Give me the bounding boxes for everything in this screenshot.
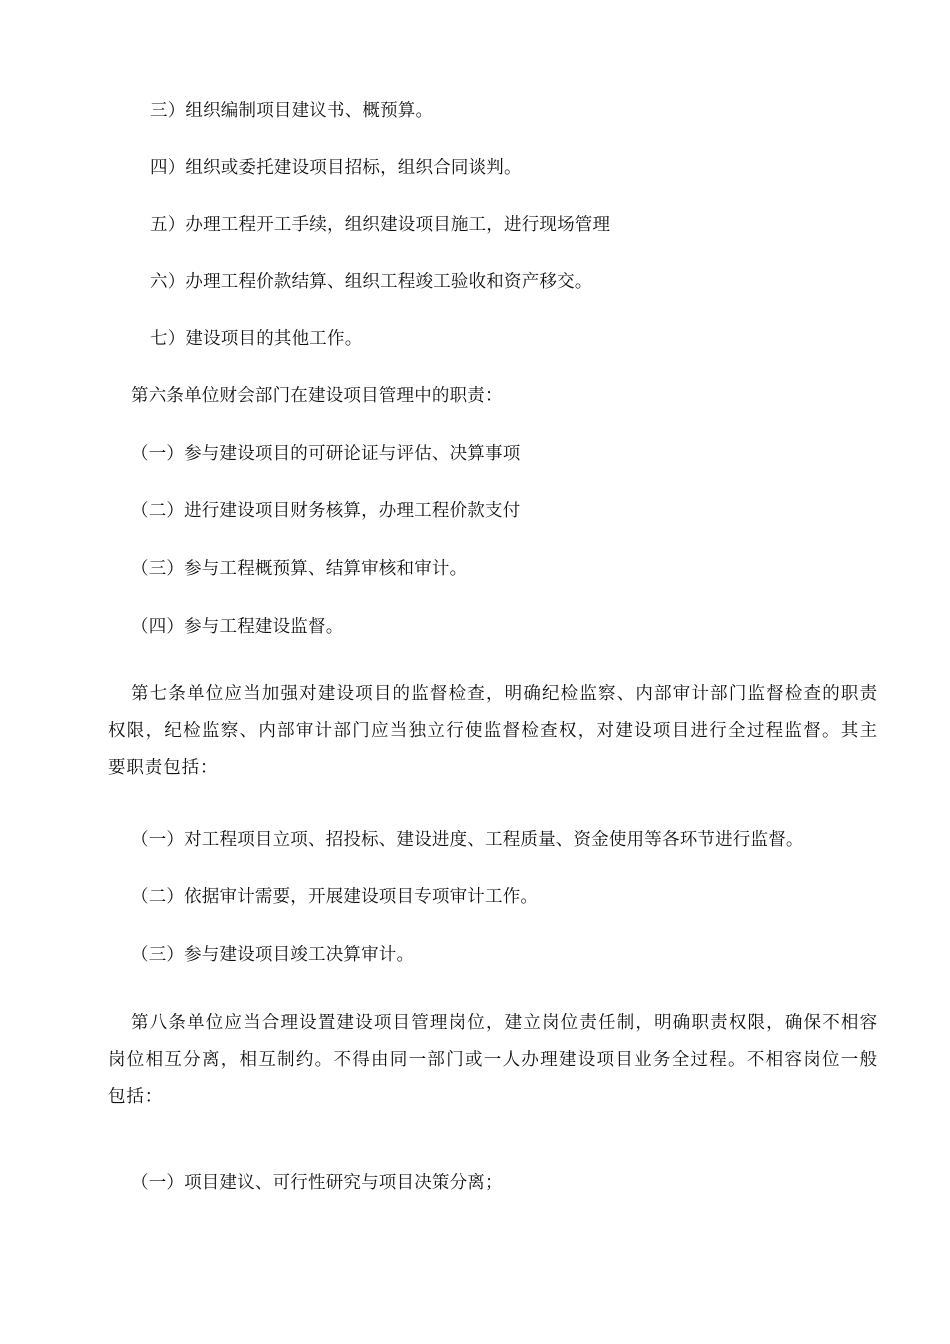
list-item-a7-2: （二）依据审计需要，开展建设项目专项审计工作。	[131, 887, 539, 907]
list-item-org-7: 七）建设项目的其他工作。	[150, 329, 363, 349]
article-8-paragraph: 第八条单位应当合理设置建设项目管理岗位，建立岗位责任制，明确职责权限，确保不相容岗位相互分离，相互制约。不得由同一部门或一人办理建设项目业务全过程。不相容岗位一般包括：	[108, 1013, 878, 1107]
list-item-org-3: 三）组织编制项目建议书、概预算。	[150, 101, 434, 121]
list-item-a6-4: （四）参与工程建设监督。	[131, 617, 344, 637]
list-item-a7-1: （一）对工程项目立项、招投标、建设进度、工程质量、资金使用等各环节进行监督。	[131, 830, 804, 850]
list-item-org-4: 四）组织或委托建设项目招标，组织合同谈判。	[150, 158, 522, 178]
list-item-a6-2: （二）进行建设项目财务核算，办理工程价款支付	[131, 501, 521, 521]
list-item-a7-3: （三）参与建设项目竣工决算审计。	[131, 945, 415, 965]
list-item-a6-3: （三）参与工程概预算、结算审核和审计。	[131, 559, 468, 579]
list-item-org-6: 六）办理工程价款结算、组织工程竣工验收和资产移交。	[150, 272, 593, 292]
article-6-heading: 第六条单位财会部门在建设项目管理中的职责：	[131, 386, 503, 406]
article-7-paragraph: 第七条单位应当加强对建设项目的监督检查，明确纪检监察、内部审计部门监督检查的职责权限，纪检监察、内部审计部门应当独立行使监督检查权，对建设项目进行全过程监督。其主要职责包括：	[108, 684, 878, 778]
list-item-a8-1: （一）项目建议、可行性研究与项目决策分离；	[131, 1173, 503, 1193]
list-item-a6-1: （一）参与建设项目的可研论证与评估、决算事项	[131, 444, 521, 464]
list-item-org-5: 五）办理工程开工手续，组织建设项目施工，进行现场管理	[150, 215, 611, 235]
